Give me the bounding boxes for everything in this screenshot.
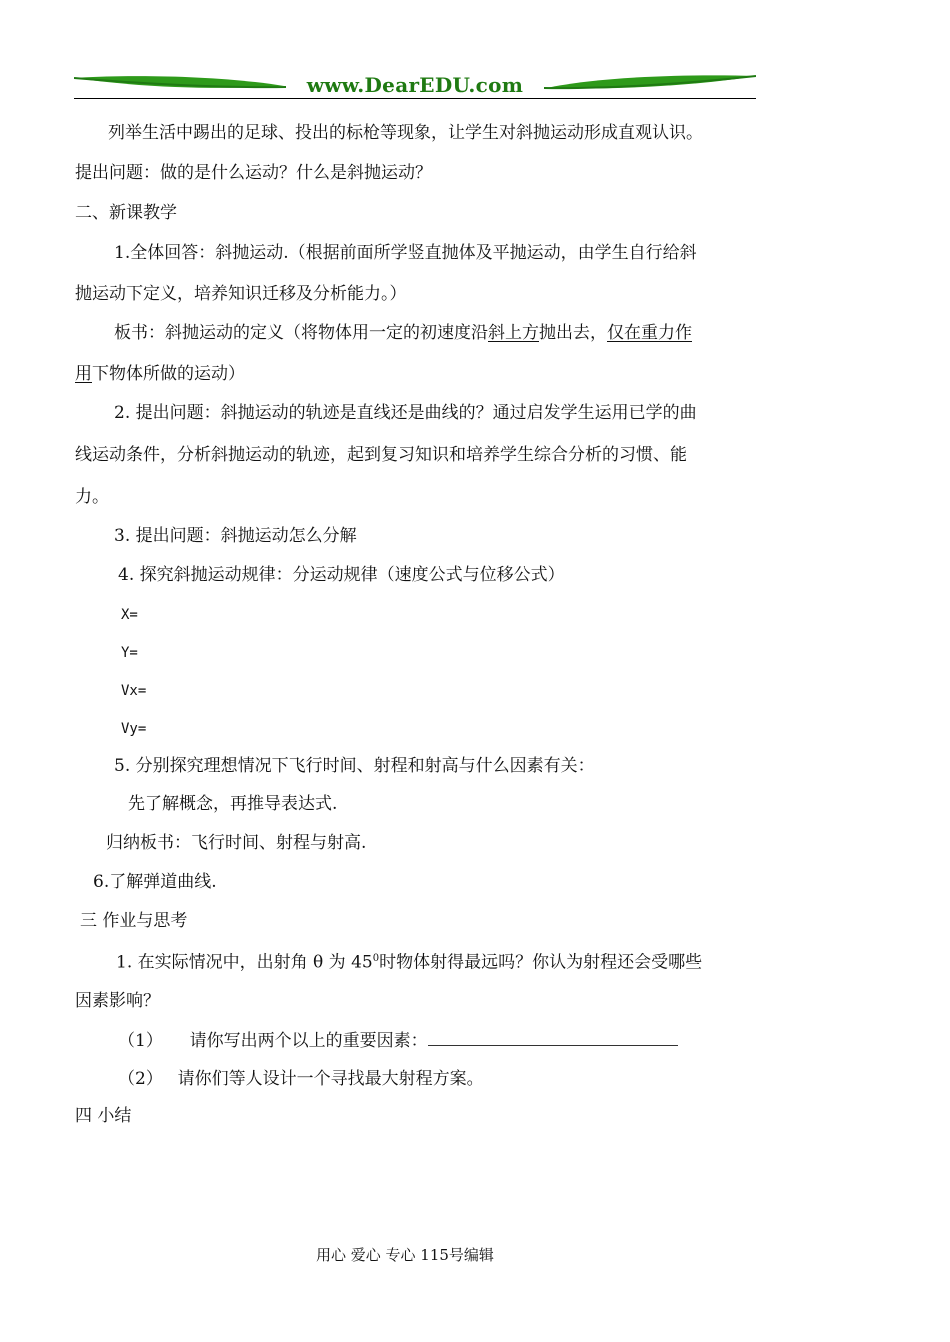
item-3: 3. 提出问题：斜抛运动怎么分解: [114, 526, 357, 546]
board-definition-line-2: [75, 364, 245, 384]
degree-superscript: 0: [372, 953, 380, 964]
question-1-line-2: 因素影响？: [75, 991, 160, 1011]
board-underline-2: 仅在重力作: [607, 323, 692, 343]
formula-y: Y=: [121, 645, 138, 661]
sub-2-number: （2）: [118, 1069, 163, 1089]
formula-x: X=: [121, 607, 138, 623]
question-1-line-1: [116, 949, 702, 973]
board-prefix: 板书：斜抛运动的定义（将物体用一定的初速度沿: [114, 323, 488, 343]
answer-blank[interactable]: [428, 1031, 678, 1046]
paragraph-question: 提出问题：做的是什么运动？什么是斜抛运动？: [75, 163, 432, 183]
formula-vx: Vx=: [121, 683, 147, 699]
item-5-sub: 先了解概念，再推导表达式.: [128, 794, 338, 814]
board-underline-1: 斜上方: [488, 323, 539, 343]
board-mid: 抛出去，: [539, 323, 607, 343]
item-2-line-3: 力。: [75, 487, 109, 507]
item-6: 6.了解弹道曲线.: [93, 872, 217, 892]
sub-1-number: （1）: [118, 1031, 163, 1051]
site-logo-text[interactable]: www.DearEDU.com: [306, 73, 524, 97]
summary-board: 归纳板书：飞行时间、射程与射高.: [106, 833, 367, 853]
item-4: 4. 探究斜抛运动规律：分运动规律（速度公式与位移公式）: [118, 565, 565, 585]
item-1-line-2: 抛运动下定义，培养知识迁移及分析能力。）: [75, 284, 407, 304]
question-1-sub-2: [118, 1069, 484, 1089]
question-1-suffix: 时物体射得最远吗？你认为射程还会受哪些: [379, 952, 703, 973]
sub-1-text: 请你写出两个以上的重要因素：: [189, 1031, 428, 1051]
question-1-sub-1: [118, 1031, 678, 1051]
board-underline-3: 用: [75, 364, 92, 384]
page-footer: 用心 爱心 专心 115号编辑: [316, 1246, 494, 1264]
item-2-line-1: 2. 提出问题：斜抛运动的轨迹是直线还是曲线的？通过启发学生运用已学的曲: [114, 403, 697, 423]
section-heading-summary: 四 小结: [75, 1106, 132, 1126]
item-5: 5. 分别探究理想情况下飞行时间、射程和射高与什么因素有关：: [114, 756, 595, 776]
section-heading-homework: 三 作业与思考: [80, 911, 188, 931]
board-suffix: 下物体所做的运动）: [92, 364, 245, 384]
board-definition-line-1: [114, 323, 692, 343]
item-1-line-1: 1.全体回答：斜抛运动.（根据前面所学竖直抛体及平抛运动，由学生自行给斜: [114, 243, 697, 263]
question-1-prefix: 1. 在实际情况中，出射角 θ 为 45: [116, 952, 373, 973]
section-heading-new-lesson: 二、新课教学: [75, 203, 177, 223]
sub-2-text: 请你们等人设计一个寻找最大射程方案。: [177, 1069, 484, 1089]
formula-vy: Vy=: [121, 721, 147, 737]
paragraph-intro: 列举生活中踢出的足球、投出的标枪等现象，让学生对斜抛运动形成直观认识。: [108, 123, 703, 143]
item-2-line-2: 线运动条件，分析斜抛运动的轨迹，起到复习知识和培养学生综合分析的习惯、能: [75, 445, 687, 465]
header-divider: [74, 98, 756, 99]
